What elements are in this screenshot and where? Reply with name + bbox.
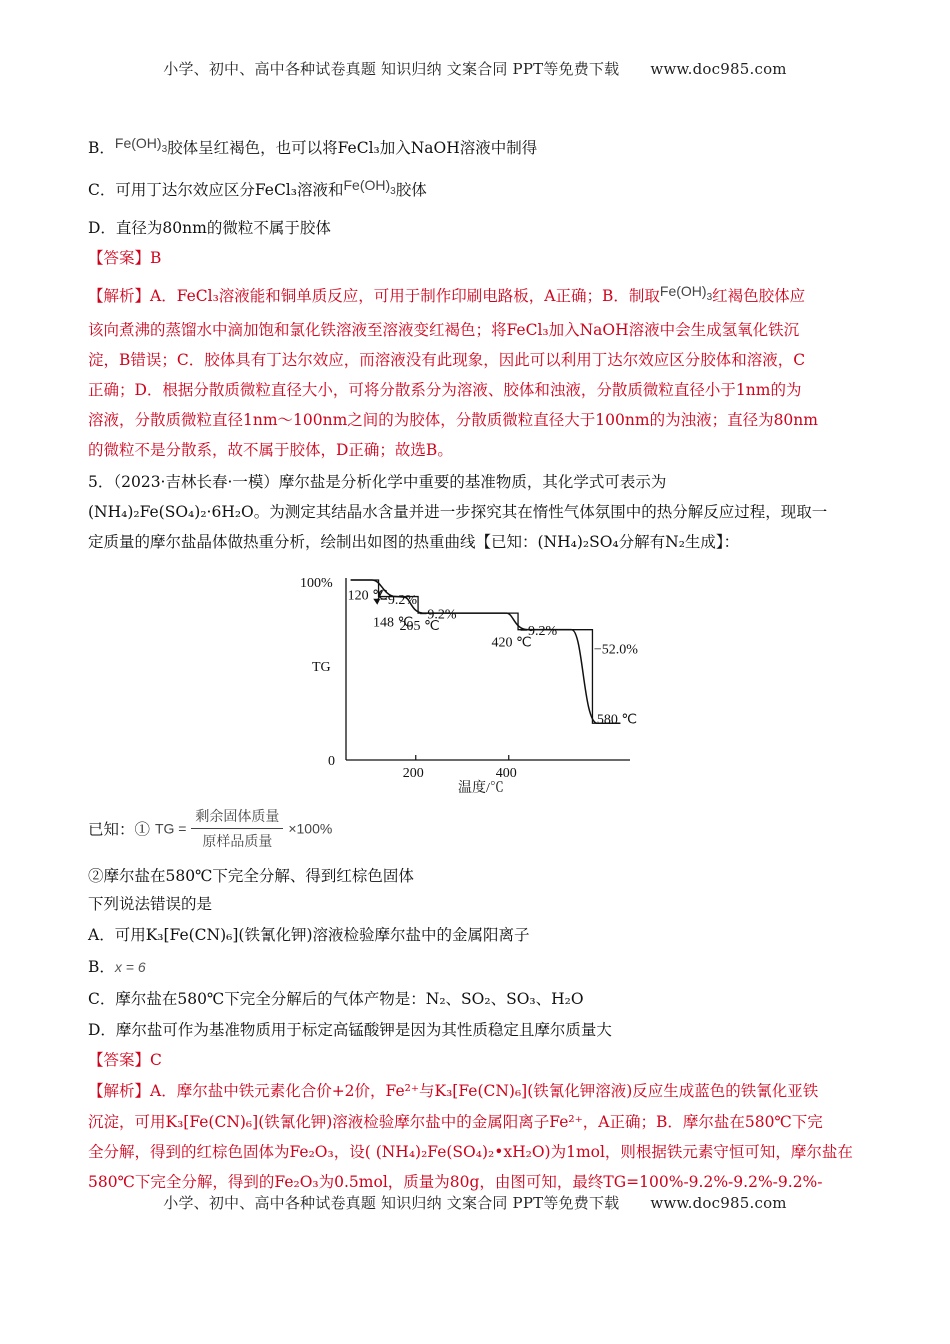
q4-analysis-line-4: 正确；D．根据分散质微粒直径大小，可将分散系分为溶液、胶体和浊液，分散质微粒直径小于1nm的为 bbox=[88, 381, 802, 399]
tg-chart bbox=[290, 568, 670, 800]
temperature-label: 120 ℃ bbox=[347, 588, 388, 604]
temperature-label: 420 ℃ bbox=[491, 635, 532, 651]
q5-stem-line-3: 定质量的摩尔盐晶体做热重分析，绘制出如图的热重曲线【已知：(NH₄)₂SO₄分解有N₂生成】： bbox=[88, 533, 740, 551]
q4-option-c bbox=[88, 177, 427, 207]
fraction-denominator: 原样品质量 bbox=[202, 834, 273, 850]
y-top-label: 100% bbox=[300, 576, 333, 591]
option-c-suffix: 胶体 bbox=[395, 181, 427, 199]
q4-answer: 【答案】B bbox=[88, 249, 162, 267]
fe-oh-formula: $Fe(OH)_3$ bbox=[659, 283, 713, 303]
x-equation: x = 6 bbox=[114, 959, 146, 975]
temperature-label: 580 ℃ bbox=[596, 712, 638, 728]
question-ask: 下列说法错误的是 bbox=[88, 895, 213, 913]
q4-analysis-line-6: 的微粒不是分散系，故不属于胶体，D正确；故选B。 bbox=[88, 441, 453, 459]
known-item-2: ②摩尔盐在580℃下完全分解、得到红棕色固体 bbox=[88, 867, 414, 885]
q4-analysis-line-3: 淀，B错误；C．胶体具有丁达尔效应，而溶液没有此现象，因此可以利用丁达尔效应区分胶体和溶液，C bbox=[88, 351, 806, 369]
step-loss-label: −9.2% bbox=[379, 593, 418, 608]
q4-analysis-line-1: 【解析】A．FeCl₃溶液能和铜单质反应，可用于制作印刷电路板，A正确；B．制取$Fe(OH)_3$红褐色胶体应 bbox=[88, 283, 806, 305]
header-site-link[interactable]: www.doc985.com bbox=[650, 60, 787, 78]
temperature-label: 148 ℃ bbox=[372, 615, 414, 631]
tg-eq: TG = bbox=[154, 820, 187, 837]
x-tick-label: 400 bbox=[495, 766, 517, 781]
x-axis-label: 温度/℃ bbox=[458, 781, 504, 796]
known-formula bbox=[88, 806, 332, 850]
known-label: 已知：① bbox=[88, 820, 151, 839]
temperature-label: 205 ℃ bbox=[399, 619, 440, 635]
q4-analysis-line-5: 溶液，分散质微粒直径1nm～100nm之间的为胶体，分散质微粒直径大于100nm的为浊液；直径为80nm bbox=[88, 411, 818, 429]
q4-analysis-line-2: 该向煮沸的蒸馏水中滴加饱和氯化铁溶液至溶液变红褐色；将FeCl₃加入NaOH溶液中会生成氢氧化铁沉 bbox=[88, 321, 800, 339]
q4-option-b bbox=[88, 135, 538, 165]
fe-oh-formula: $Fe(OH)_3$ bbox=[343, 177, 396, 197]
option-c-text: C．可用丁达尔效应区分FeCl₃溶液和 bbox=[88, 181, 344, 199]
y-zero-label: 0 bbox=[328, 754, 335, 769]
q5-analysis-line-1: 【解析】A．摩尔盐中铁元素化合价+2价，Fe²⁺与K₃[Fe(CN)₆](铁氰化钾溶液)反应生成蓝色的铁氰化亚铁 bbox=[88, 1082, 819, 1100]
step-loss-label: −9.2% bbox=[520, 624, 558, 640]
option-b-text: 胶体呈红褐色，也可以将FeCl₃加入NaOH溶液中制得 bbox=[167, 139, 538, 157]
header-text: 小学、初中、高中各种试卷真题 知识归纳 文案合同 PPT等免费下载 bbox=[163, 60, 620, 78]
q4-option-d: D．直径为80nm的微粒不属于胶体 bbox=[88, 219, 331, 237]
q5-analysis-line-3: 全分解，得到的红棕色固体为Fe₂O₃，设( (NH₄)₂Fe(SO₄)₂•xH₂O)为1mol，则根据铁元素守恒可知，摩尔盐在 bbox=[88, 1143, 853, 1161]
q5-answer: 【答案】C bbox=[88, 1051, 162, 1069]
footer-text: 小学、初中、高中各种试卷真题 知识归纳 文案合同 PPT等免费下载 bbox=[163, 1194, 620, 1212]
q5-analysis-line-2: 沉淀，可用K₃[Fe(CN)₆](铁氰化钾)溶液检验摩尔盐中的金属阳离子Fe²⁺，A正确；B．摩尔盐在580℃下完 bbox=[88, 1113, 823, 1131]
q5-option-b: B．x = 6 bbox=[88, 958, 146, 976]
q5-option-c: C．摩尔盐在580℃下完全分解后的气体产物是：N₂、SO₂、SO₃、H₂O bbox=[88, 990, 584, 1008]
q5-option-d: D．摩尔盐可作为基准物质用于标定高锰酸钾是因为其性质稳定且摩尔质量大 bbox=[88, 1021, 612, 1039]
fraction-numerator: 剩余固体质量 bbox=[191, 806, 283, 829]
step-loss-label: −52.0% bbox=[593, 642, 638, 658]
q5-option-a: A．可用K₃[Fe(CN)₆](铁氰化钾)溶液检验摩尔盐中的金属阳离子 bbox=[88, 926, 530, 944]
page-header bbox=[0, 58, 950, 79]
tg-fraction bbox=[191, 806, 283, 851]
step-loss-label: −9.2% bbox=[419, 607, 457, 623]
option-b-prefix: B． bbox=[88, 139, 115, 157]
q5-stem-line-1: 5．（2023·吉林长春·一模）摩尔盐是分析化学中重要的基准物质，其化学式可表示为 bbox=[88, 473, 667, 491]
page-footer bbox=[0, 1192, 950, 1213]
footer-site-link[interactable]: www.doc985.com bbox=[650, 1194, 787, 1212]
q5-stem-line-2: (NH₄)₂Fe(SO₄)₂·6H₂O。为测定其结晶水含量并进一步探究其在惰性气体氛围中的热分解反应过程，现取一 bbox=[88, 503, 828, 521]
q5-analysis-line-4: 580℃下完全分解，得到的Fe₂O₃为0.5mol，质量为80g，由图可知，最终TG=100%-9.2%-9.2%-9.2%- bbox=[88, 1173, 823, 1191]
x-tick-label: 200 bbox=[402, 766, 424, 781]
fe-oh-formula: $Fe(OH)_3$ bbox=[114, 135, 168, 155]
times-100: ×100% bbox=[288, 820, 333, 837]
y-axis-label: TG bbox=[312, 660, 331, 675]
